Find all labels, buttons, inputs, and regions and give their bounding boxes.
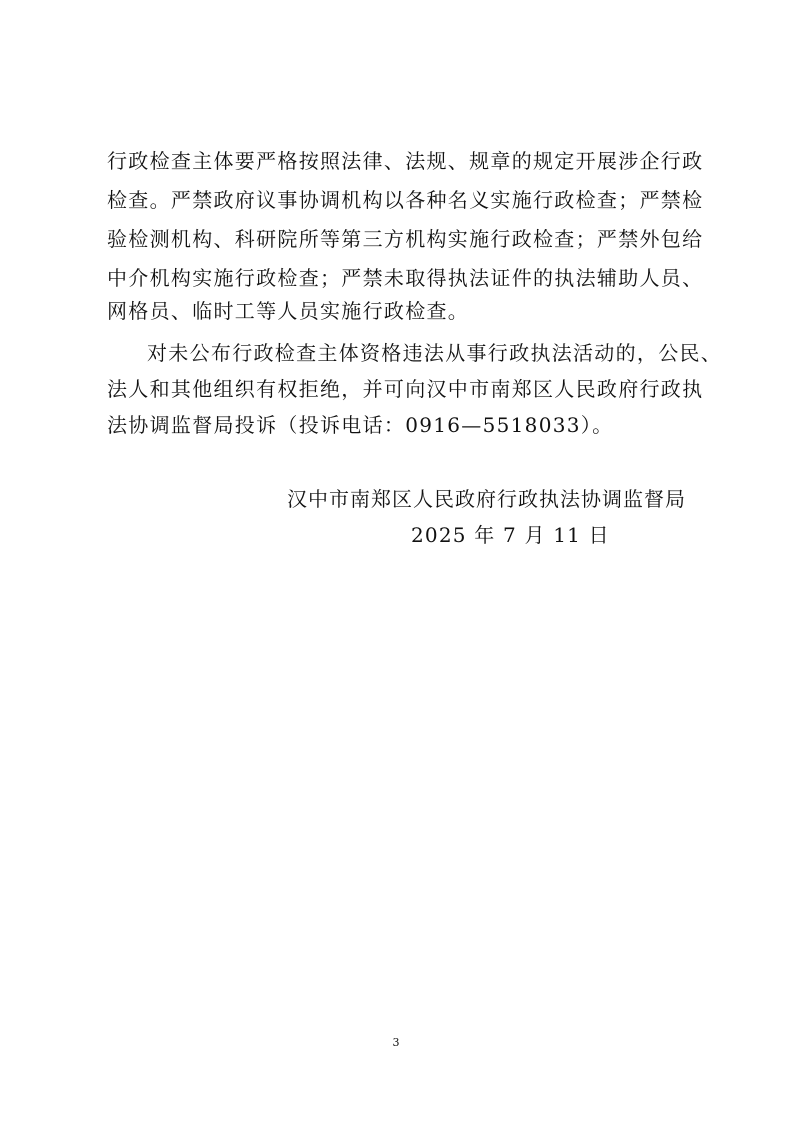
paragraph-2-line: 对未公布行政检查主体资格违法从事行政执法活动的，公民、	[147, 341, 723, 365]
paragraph-2-line: 法人和其他组织有权拒绝，并可向汉中市南郑区人民政府行政执	[107, 377, 704, 401]
paragraph-1-line: 中介机构实施行政检查；严禁未取得执法证件的执法辅助人员、	[107, 266, 704, 290]
paragraph-1-line: 网格员、临时工等人员实施行政检查。	[107, 299, 470, 323]
page-number: 3	[392, 1036, 400, 1049]
paragraph-1-line: 验检测机构、科研院所等第三方机构实施行政检查；严禁外包给	[107, 227, 704, 251]
issue-date: 2025 年 7 月 11 日	[411, 523, 610, 547]
paragraph-1-line: 行政检查主体要严格按照法律、法规、规章的规定开展涉企行政	[107, 149, 704, 173]
paragraph-1-line: 检查。严禁政府议事协调机构以各种名义实施行政检查；严禁检	[107, 188, 704, 212]
issuing-organization: 汉中市南郑区人民政府行政执法协调监督局	[287, 487, 686, 511]
paragraph-2-line: 法协调监督局投诉（投诉电话：0916—5518033）。	[107, 413, 614, 437]
